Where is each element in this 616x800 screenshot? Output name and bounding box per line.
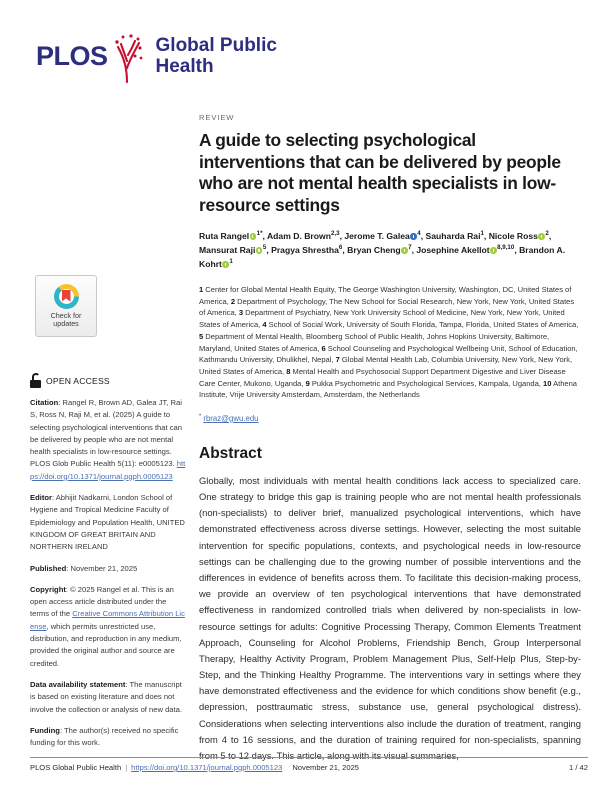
author-affiliation-marker: 7 <box>408 244 412 252</box>
author-name: Josephine Akellot <box>416 245 490 256</box>
affiliation-text: Department of Mental Health, Bloomberg School of Public Health, Johns Hopkins University, Baltimore, Maryland, United States of America, <box>199 331 550 353</box>
copyright-text-2: , which permits unrestricted use, distribution, and reproduction in any medium, provided the original author and source are credited. <box>30 621 182 668</box>
affiliation-text: Center for Global Mental Health Equity, The George Washington University, Washington, DC, United States of America, <box>199 285 572 306</box>
published-block <box>30 563 186 575</box>
affiliation-text: Mental Health and Psychosocial Support Department Digestive and Liver Disease Care Center, Mukono, Uganda, <box>199 366 566 388</box>
affiliation-number: 6 <box>321 343 326 353</box>
cc-license-link[interactable]: Creative Commons Attribution License <box>30 609 185 631</box>
published-label: Published <box>30 563 67 573</box>
data-availability-text: : The manuscript is based on existing literature and does not involve the collection or analysis of new data. <box>30 679 182 714</box>
citation-label: Citation <box>30 398 59 407</box>
article-main-column <box>199 113 581 764</box>
author-affiliation-marker: 1 <box>480 230 484 238</box>
footer-page-number: 1 / 42 <box>569 763 588 772</box>
editor-text: : Abhijit Nadkarni, London School of Hygiene and Tropical Medicine Faculty of Epidemiology and Population Health, UNITED KINGDOM OF GREAT BRITAIN AND NORTHERN IRELAND <box>30 493 185 552</box>
author-affiliation-marker: 8,9,10 <box>497 244 515 252</box>
author-name: Adam D. Brown <box>266 231 331 242</box>
affiliation-text: Department of Psychiatry, New York University School of Medicine, New York, New York, United States of America, <box>199 308 565 330</box>
affiliation-text: School of Social Work, University of South Florida, Tampa, Florida, United States of America, <box>266 320 579 330</box>
article-title: A guide to selecting psychological interventions that can be delivered by people who are not mental health specialists in low-resource settings <box>199 130 561 215</box>
data-availability-label: Data availability statement <box>30 679 126 689</box>
author-name: Mansurat Raji <box>199 245 256 256</box>
citation-text: : Rangel R, Brown AD, Galea JT, Rai S, Ross N, Raji M, et al. (2025) A guide to selecting psychological interventions that can be delivered by people who are not mental health specialists in low-resource settings. PLOS Glob Public Health 5(11): e0005123. <box>30 398 182 469</box>
updates-line1: Check for <box>50 310 82 320</box>
author-affiliation-marker: 1* <box>256 230 263 238</box>
footer-date: November 21, 2025 <box>292 763 360 772</box>
orcid-icon[interactable] <box>222 261 229 268</box>
orcid-icon[interactable] <box>401 247 408 254</box>
author-affiliation-marker: 1 <box>229 258 233 266</box>
corresponding-author <box>199 414 581 423</box>
plos-wordmark: PLOS <box>36 40 108 71</box>
funding-text: : The author(s) received no specific funding for this work. <box>30 725 179 748</box>
affiliation-number: 1 <box>199 285 204 295</box>
editor-block <box>30 492 186 553</box>
abstract-heading: Abstract <box>199 444 262 462</box>
copyright-label: Copyright <box>30 584 66 594</box>
footer-divider <box>30 757 588 758</box>
corresponding-marker: * <box>199 413 202 420</box>
author-name: Sauharda Rai <box>425 231 481 242</box>
footer-doi-link[interactable]: https://doi.org/10.1371/journal.pgph.0005123 <box>131 763 283 772</box>
copyright-text-1: : © 2025 Rangel et al. This is an open access article distributed under the terms of the <box>30 584 174 619</box>
published-text: : November 21, 2025 <box>66 563 138 573</box>
author-name: Pragya Shrestha <box>271 245 339 256</box>
affiliation-text: Athena Institute, Vrije University Amsterdam, Amsterdam, the Netherlands <box>199 378 578 400</box>
affiliation-number: 4 <box>262 320 267 330</box>
article-type-kicker: REVIEW <box>199 113 235 122</box>
author-name: Jerome T. Galea <box>344 231 410 242</box>
affiliation-text: Pukka Psychometric and Psychological Services, Kampala, Uganda, <box>309 378 543 388</box>
affiliation-text: School Counseling and Psychological Wellbeing Unit, School of Education, Kathmandu University, Dhulikhel, Nepal, <box>199 343 578 365</box>
check-for-updates-badge[interactable] <box>35 275 97 337</box>
author-affiliation-marker: 2 <box>545 230 549 238</box>
author-affiliation-marker: 5 <box>262 244 267 252</box>
affiliation-number: 7 <box>335 355 340 365</box>
page-footer <box>30 763 588 772</box>
author-name: Ruta Rangel <box>199 231 250 242</box>
orcid-icon[interactable] <box>250 233 257 240</box>
corresponding-email-link[interactable]: rbraz@gwu.edu <box>203 413 259 423</box>
footer-separator: | <box>125 763 128 772</box>
orcid-icon[interactable] <box>410 233 417 240</box>
crossmark-flag-icon <box>62 290 71 302</box>
citation-doi-link[interactable]: https://doi.org/10.1371/journal.pgph.0005123 <box>30 459 186 481</box>
affiliation-number: 8 <box>286 366 291 376</box>
journal-title-line2: Health <box>155 56 214 77</box>
affiliation-number: 2 <box>230 296 236 306</box>
orcid-icon[interactable] <box>490 247 497 254</box>
orcid-icon[interactable] <box>256 247 263 254</box>
author-name: Nicole Ross <box>488 231 538 242</box>
citation-block <box>30 397 186 483</box>
check-for-updates-label <box>51 312 82 329</box>
updates-line2: updates <box>53 319 79 328</box>
affiliation-text: Global Mental Health Lab, Columbia University, New York, New York, United States of America, <box>199 355 573 376</box>
author-list: Ruta Rangel $^{1*}$, Adam D. Brown$^{2,3}$, Jerome T. Galea $^4$, Sauharda Rai$^1$, Nicole Ross $^2$, Mansurat Raji $^5$, Pragya Shrestha$^6$, Bryan Cheng $^7$, Josephine Akellot $^{8,9,10}$, Brandon A. Kohrt $^1$ <box>199 230 566 270</box>
abstract-text: Globally, most individuals with mental health conditions lack access to specialized care. One strategy to bridge this gap is training people who are not mental health professionals (non-specialists) to deliver brief, manualized psychological interventions, which have demonstrated effectiveness across diverse settings. However, selecting the most suitable intervention for specific populations, contexts, and psychological needs in low-resource settings can be challenging due to the growing number of possible interventions and the differences in evidence of benefits across them. To facilitate this decision-making process, we provide an overview of ten psychological interventions that have demonstrated effectiveness in randomized controlled trials when delivered by non-specialists in low-resource settings for adults: Cognitive Processing Therapy, Common Elements Treatment Approach, Counseling for Alcohol Problems, Friendship Bench, Group Interpersonal Therapy, Healthy Activity Program, Problem Management Plus, Self-Help Plus, Step-by-Step, and the Thinking Healthy Programme. The interventions vary in settings where they have demonstrated effectiveness and the evidence for which conditions show benefit (e.g., depression, posttraumatic stress, substance use, general psychological distress). Considerations when selecting interventions also include the duration of treatment, ranging from 4 to 16 sessions, and the duration of training required for non-specialists, spanning from 5 to 12 days. This article, along with its visual summaries, <box>199 474 581 761</box>
crossmark-icon <box>54 284 79 309</box>
editor-label: Editor <box>30 493 52 503</box>
journal-title-line1: Global Public <box>155 34 277 56</box>
author-name: Bryan Cheng <box>347 245 401 256</box>
copyright-block <box>30 584 186 670</box>
footer-journal-name: PLOS Global Public Health <box>30 763 122 772</box>
open-access-indicator <box>30 373 186 388</box>
funding-block <box>30 725 186 750</box>
funding-label: Funding <box>30 725 60 735</box>
affiliation-number: 9 <box>305 378 310 388</box>
affiliation-text: Department of Psychology, The New School for Social Research, New York, New York, United States of America, <box>199 296 575 318</box>
author-affiliation-marker: 4 <box>417 230 421 238</box>
author-name: Brandon A. Kohrt <box>199 245 566 270</box>
journal-title <box>156 35 277 78</box>
affiliation-number: 10 <box>543 378 552 388</box>
affiliation-number: 5 <box>199 331 204 341</box>
author-affiliation-marker: 6 <box>338 244 343 252</box>
author-affiliation-marker: 2,3 <box>330 230 340 238</box>
open-lock-icon <box>30 373 43 388</box>
data-availability-block <box>30 679 186 716</box>
open-access-label: OPEN ACCESS <box>46 375 110 386</box>
plos-logo-mark <box>112 28 146 84</box>
affiliations-list <box>199 284 581 401</box>
journal-masthead <box>36 28 277 84</box>
article-metadata-sidebar <box>30 275 186 749</box>
orcid-icon[interactable] <box>538 233 545 240</box>
affiliation-number: 3 <box>238 308 244 318</box>
